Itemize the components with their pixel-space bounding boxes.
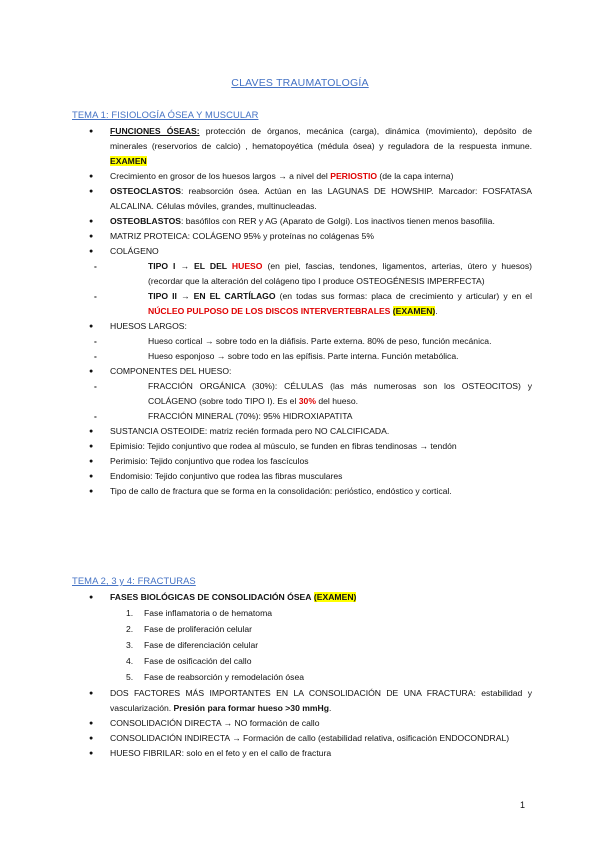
list-item-fase-4 <box>72 654 532 669</box>
nucleo-pulposo-text: NÚCLEO PULPOSO DE LOS DISCOS INTERVERTEBRALES <box>148 306 391 316</box>
tipo2-label: TIPO II → EN EL CARTÍLAGO <box>148 291 276 301</box>
list-item-epimisio <box>72 439 532 454</box>
fase-number: 4. <box>126 656 134 666</box>
funciones-text: protección de órganos, mecánica (carga), dinámica (movimiento), depósito de minerales (reservorios de calcio) , hematopoyética (médula ósea) y reguladora de la respuesta inmune. <box>110 126 532 151</box>
sublist-item-tipo-2 <box>74 289 532 319</box>
list-item-fase-5 <box>72 670 532 685</box>
colageno-text: COLÁGENO <box>110 246 159 256</box>
list-item-perimisio <box>72 454 532 469</box>
crecimiento-tail: (de la capa interna) <box>377 171 454 181</box>
exam-tag: EXAMEN <box>110 156 147 166</box>
tipo1-label: TIPO I → EL DEL <box>148 261 232 271</box>
list-item-colageno <box>72 244 532 319</box>
directa-text: CONSOLIDACIÓN DIRECTA → NO formación de callo <box>110 718 320 728</box>
perimisio-text: Perimisio: Tejido conjuntivo que rodea los fascículos <box>110 456 309 466</box>
list-item-indirecta <box>72 731 532 746</box>
list-item-factores <box>72 686 532 716</box>
bullet-list <box>72 124 532 499</box>
fase-number: 1. <box>126 608 134 618</box>
endomisio-text: Endomisio: Tejido conjuntivo que rodea las fibras musculares <box>110 471 343 481</box>
fase-text: Fase de reabsorción y remodelación ósea <box>144 672 305 682</box>
fase-number: 2. <box>126 624 134 634</box>
list-item-matriz <box>72 229 532 244</box>
organica-text: FRACCIÓN ORGÁNICA (30%): CÉLULAS (las más numerosas son los OSTEOCITOS) y COLÁGENO (sobre todo TIPO I). Es el <box>148 381 532 406</box>
sublist-item-esponjoso <box>74 349 532 364</box>
cortical-text: Hueso cortical → sobre todo en la diáfisis. Parte externa. 80% de peso, función mecánica. <box>148 336 492 346</box>
mineral-text: FRACCIÓN MINERAL (70%): 95% HIDROXIAPATITA <box>148 411 353 421</box>
factores-end: . <box>329 703 332 713</box>
sublist-item-mineral <box>74 409 532 424</box>
fases-list <box>72 606 532 685</box>
osteoclastos-text: : reabsorción ósea. Actúan en las LAGUNAS DE HOWSHIP. Marcador: FOSFATASA ALCALINA. Células móviles, grandes, multinucleadas. <box>110 186 532 211</box>
section-heading: TEMA 2, 3 y 4: FRACTURAS <box>72 575 196 586</box>
fase-text: Fase inflamatoria o de hematoma <box>144 608 273 618</box>
section-heading: TEMA 1: FISIOLOGÍA ÓSEA Y MUSCULAR <box>72 109 259 120</box>
factores-text: DOS FACTORES MÁS IMPORTANTES EN LA CONSOLIDACIÓN DE UNA FRACTURA: estabilidad y vascularización. <box>110 688 532 713</box>
fase-number: 3. <box>126 640 134 650</box>
fase-text: Fase de proliferación celular <box>144 624 252 634</box>
list-item-directa <box>72 716 532 731</box>
list-item-osteoblastos <box>72 214 532 229</box>
colageno-sublist <box>72 259 532 319</box>
callo-text: Tipo de callo de fractura que se forma en la consolidación: periόstico, endóstico y cortical. <box>110 486 452 496</box>
osteoide-text: SUSTANCIA OSTEOIDE: matriz recién formada pero NO CALCIFICADA. <box>110 426 390 436</box>
list-item-componentes <box>72 364 532 424</box>
list-item-crecimiento <box>72 169 532 184</box>
funciones-label: FUNCIONES ÓSEAS: <box>110 126 200 136</box>
organica-tail: del hueso. <box>315 396 359 406</box>
list-item-osteoide <box>72 424 532 439</box>
presion-text: Presión para formar hueso >30 mmHg <box>173 703 329 713</box>
tipo1-text: (en piel, fascias, tendones, ligamentos, arterias, útero y huesos) (recordar que la alteración del colágeno tipo I produce OSTEOGÉNESIS IMPERFECTA) <box>148 261 532 286</box>
section-tema-2-3-4 <box>72 573 532 761</box>
osteoblastos-text: : basófilos con RER y AG (Aparato de Golgi). Los inactivos tienen menos basofilia. <box>181 216 495 226</box>
exam-tag: (EXAMEN) <box>392 306 436 316</box>
fase-text: Fase de diferenciación celular <box>144 640 259 650</box>
sublist-item-cortical <box>74 334 532 349</box>
list-item-fase-2 <box>72 622 532 637</box>
fibrilar-text: HUESO FIBRILAR: solo en el feto y en el callo de fractura <box>110 748 332 758</box>
list-item-callo <box>72 484 532 499</box>
osteoblastos-label: OSTEOBLASTOS <box>110 216 181 226</box>
list-item-fase-3 <box>72 638 532 653</box>
tipo2-end: . <box>435 306 438 316</box>
sublist-item-organica <box>74 379 532 409</box>
organica-percent: 30% <box>298 396 316 406</box>
componentes-sublist <box>72 379 532 424</box>
list-item-fibrilar <box>72 746 532 761</box>
list-item-funciones <box>72 124 532 169</box>
epimisio-text: Epimisio: Tejido conjuntivo que rodea al músculo, se funden en fibras tendinosas → tendón <box>110 441 457 451</box>
fase-text: Fase de osificación del callo <box>144 656 252 666</box>
huesos-sublist <box>72 334 532 364</box>
esponjoso-text: Hueso esponjoso → sobre todo en las epífisis. Parte interna. Función metabólica. <box>148 351 459 361</box>
list-item-fase-1 <box>72 606 532 621</box>
tipo2-text: (en todas sus formas: placa de crecimiento y articular) y en el <box>275 291 532 301</box>
list-item-endomisio <box>72 469 532 484</box>
crecimiento-text: Crecimiento en grosor de los huesos largos → a nivel del <box>110 171 331 181</box>
huesos-text: HUESOS LARGOS: <box>110 321 187 331</box>
fase-number: 5. <box>126 672 134 682</box>
section-tema-1 <box>72 107 532 499</box>
fases-label: FASES BIOLÓGICAS DE CONSOLIDACIÓN ÓSEA <box>110 592 312 602</box>
list-item-fases <box>72 590 532 685</box>
list-item-osteoclastos <box>72 184 532 214</box>
list-item-huesos-largos <box>72 319 532 364</box>
matriz-text: MATRIZ PROTEICA: COLÁGENO 95% y proteínas no colágenas 5% <box>110 231 374 241</box>
document-title: CLAVES TRAUMATOLOGÍA <box>231 77 369 89</box>
indirecta-text: CONSOLIDACIÓN INDIRECTA → Formación de callo (estabilidad relativa, osificación ENDOCONDRAL) <box>110 733 510 743</box>
bullet-list <box>72 590 532 761</box>
periostio-text: PERIOSTIO <box>330 171 378 181</box>
exam-tag: (EXAMEN) <box>313 592 357 602</box>
page-number: 1 <box>520 800 526 810</box>
componentes-text: COMPONENTES DEL HUESO: <box>110 366 232 376</box>
sublist-item-tipo-1 <box>74 259 532 289</box>
osteoclastos-label: OSTEOCLASTOS <box>110 186 181 196</box>
hueso-text: HUESO <box>231 261 263 271</box>
